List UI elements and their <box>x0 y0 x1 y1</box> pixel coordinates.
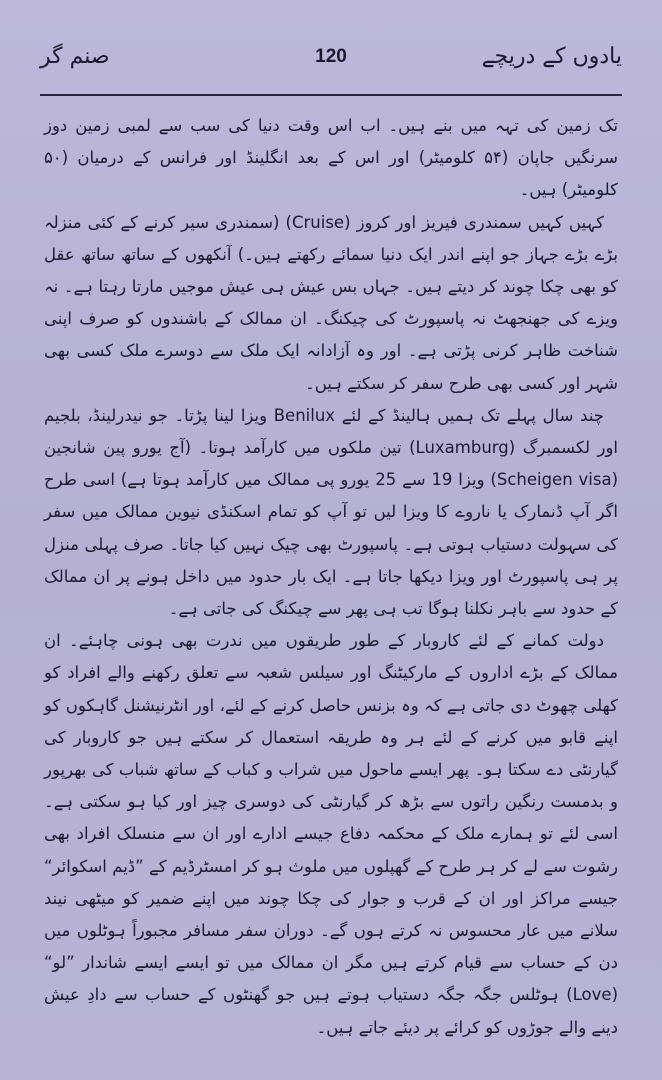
page-header <box>40 38 622 78</box>
paragraph: چند سال پہلے تک ہمیں ہالینڈ کے لئے Benilux ویزا لینا پڑتا۔ جو نیدرلینڈ، بلجیم اور لکسمبرگ (Luxamburg) تین ملکوں میں کارآمد ہوتا۔ (آج یورو پین شانجین (Scheigen visa) ویزا 19 سے 25 یورو پی ممالک میں کارآمد ہوتا ہے) اسی طرح اگر آپ ڈنمارک یا ناروے کا ویزا لیں تو آپ کو تمام اسکنڈی نیوین ممالک میں سفر کی سہولت دستیاب ہوتی ہے۔ پاسپورٹ بھی چیک نہیں کیا جاتا۔ صرف پہلی منزل پر ہی پاسپورٹ اور ویزا دیکھا جاتا ہے۔ ایک بار حدود میں داخل ہونے پر ان ممالک کے حدود سے باہر نکلنا ہوگا تب ہی پھر سے چیکنگ کی جاتی ہے۔ <box>44 405 619 619</box>
paragraph: کہیں کہیں سمندری فیریز اور کروز (Cruise) (سمندری سیر کرنے کے کئی منزلہ بڑے بڑے جہاز جو اپنے اندر ایک دنیا سمائے رکھتے ہیں۔) آنکھوں کے ساتھ ساتھ عقل کو بھی چکا چوند کر دیتے ہیں۔ جہاں بس عیش ہی عیش موجیں مارتا رہتا ہے۔ نہ ویزے کی جھنجھٹ نہ پاسپورٹ کی چیکنگ۔ ان ممالک کے باشندوں کو صرف اپنی شناخت ظاہر کرنی پڑتی ہے۔ اور وہ آزادانہ ایک ملک سے دوسرے ملک کسی بھی شہر اور کسی بھی طرح سفر کر سکتے ہیں۔ <box>44 212 618 393</box>
author-name: صنم گر <box>40 44 110 69</box>
book-title: یادوں کے دریچے <box>481 44 622 69</box>
paragraph: تک زمین کی تہہ میں بنے ہیں۔ اب اس وقت دنیا کی سب سے لمبی زمین دوز سرنگیں جاپان (۵۴ کلومیٹر) اور اس کے بعد انگلینڈ اور فرانس کے درمیان (۵۰ کلومیٹر) ہیں۔ <box>44 116 618 200</box>
paragraph: دولت کمانے کے لئے کاروبار کے طور طریقوں میں ندرت بھی ہونی چاہئے۔ ان ممالک کے بڑے اداروں کے مارکیٹنگ اور سیلس شعبہ سے تعلق رکھنے والے افراد کو کھلی چھوٹ دی جاتی ہے کہ وہ بزنس حاصل کرنے کے لئے، اور انٹرنیشنل گاہکوں کو اپنے قابو میں کرنے کے لئے ہر وہ طریقہ استعمال کر سکتے ہیں جو کاروبار کی گیارنٹی دے سکتا ہو۔ پھر ایسے ماحول میں شراب و کباب کے ساتھ شباب کی بھرپور و بدمست رنگین راتوں سے بڑھ کر گیارنٹی کی دوسری چیز اور کیا ہو سکتی ہے۔ اسی لئے تو ہمارے ملک کے محکمہ دفاع جیسے ادارے اور ان سے منسلک افراد بھی رشوت سے لے کر ہر طرح کے گھپلوں میں ملوث ہو کر امسٹرڈیم کے ”ڈیم اسکوائر“ جیسے مراکز اور ان کے قرب و جوار کی چکا چوند میں اپنے ضمیر کو میٹھی نیند سلانے میں عار محسوس نہ کرتے ہوں گے۔ دوران سفر مسافر مجبوراً ہوٹلوں میں دن کے حساب سے قیام کرتے ہیں مگر ان ممالک میں تو ایسے ایسے شاندار ”لو“ (Love) ہوٹلس جگہ جگہ دستیاب ہوتے ہیں جو گھنٹوں کے حساب سے دادِ عیش دینے والے جوڑوں کو کرائے پر دیئے جاتے ہیں۔ <box>44 631 618 1037</box>
header-divider <box>40 94 622 96</box>
body-text <box>44 110 618 1050</box>
page-number: 120 <box>315 46 347 67</box>
